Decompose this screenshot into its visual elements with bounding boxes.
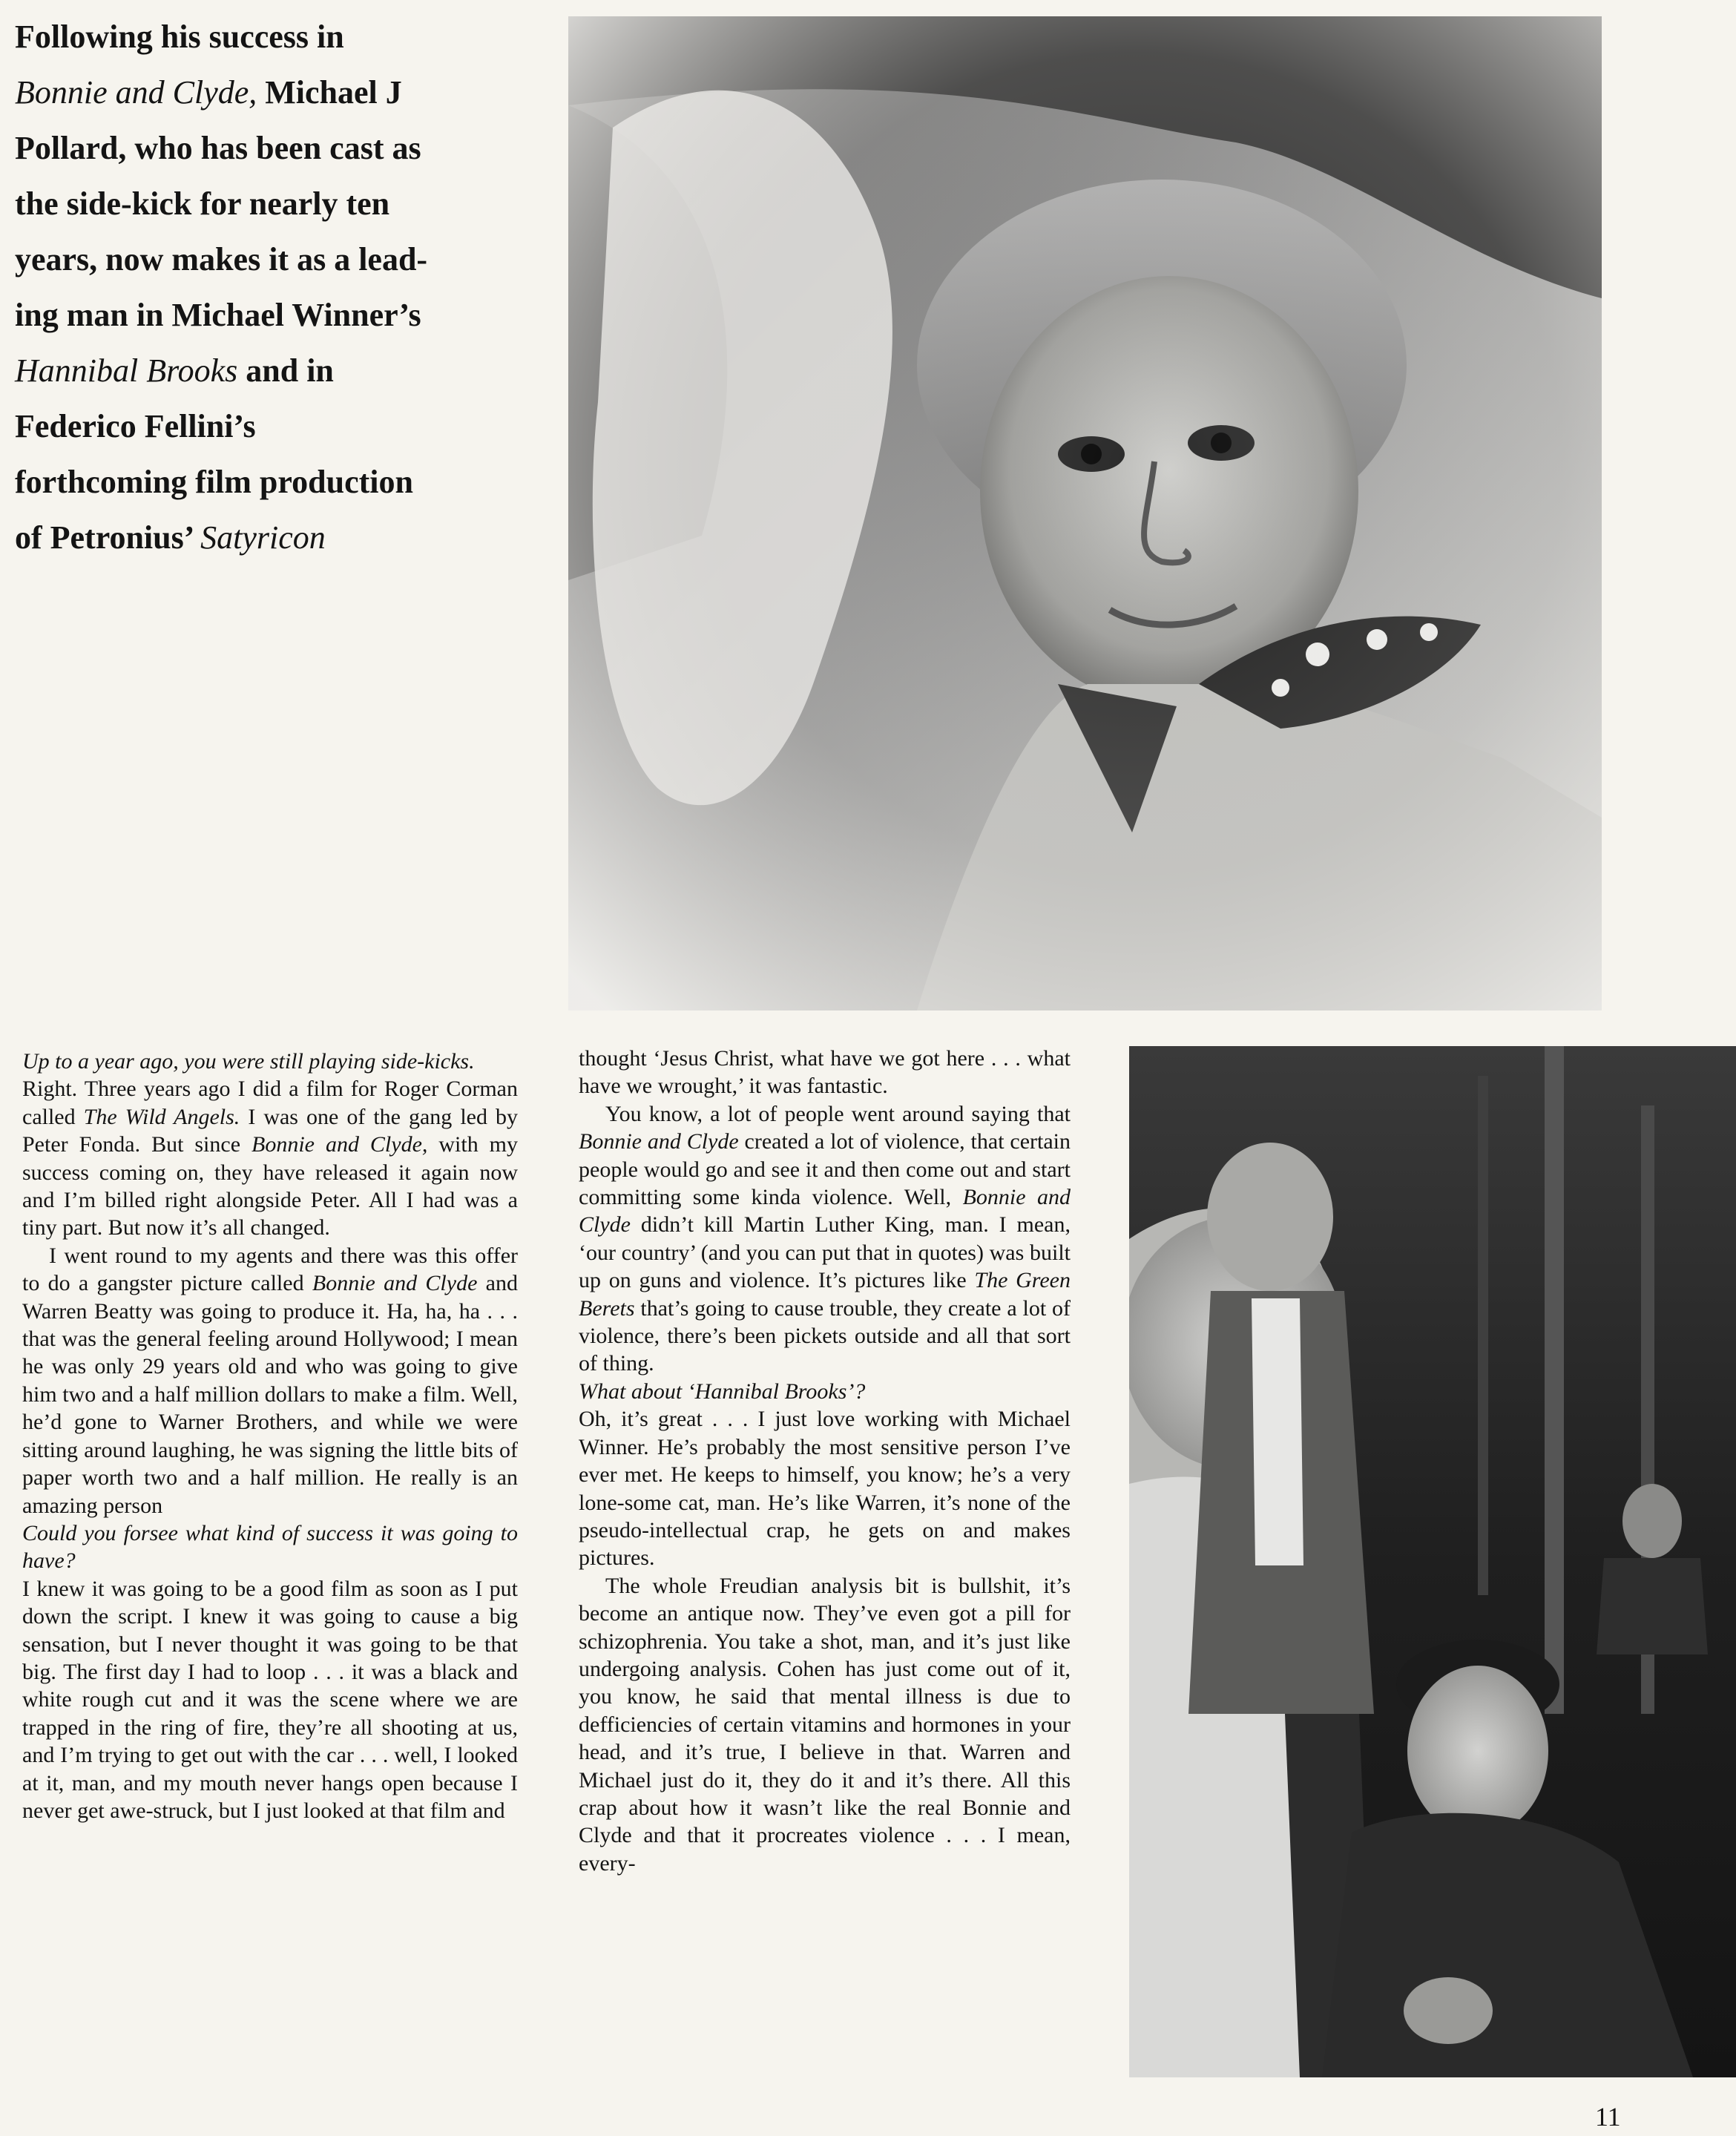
- standfirst-line: forthcoming film production: [15, 464, 413, 500]
- interview-answer: [579, 1100, 1071, 1378]
- interview-question: Up to a year ago, you were still playing side-kicks.: [22, 1049, 475, 1074]
- answer-text: I went round to my agents and there was this offer to do a gangster picture called: [22, 1243, 518, 1296]
- interview-answer: [22, 1242, 518, 1519]
- interview-answer: The whole Freudian analysis bit is bullshit, it’s become an antique now. They’ve even got a pill for schizophrenia. You take a shot, man, and it’s just like undergoing analysis. Cohen has just come out of it, you know, he said that mental illness is due to defficiencies of certain vitamins and hormones in your head, and it’s true, I believe in that. Warren and Michael just do it, they do it and it’s there. All this crap about how it wasn’t like the real Bonnie and Clyde and that it procreates violence . . . I mean, every-: [579, 1573, 1071, 1876]
- standfirst-line: ing man in Michael Winner’s: [15, 297, 421, 333]
- location-group-photo: [1129, 1046, 1736, 2077]
- standfirst-film-title: Bonnie and Clyde,: [15, 74, 257, 111]
- interview-question: What about ‘Hannibal Brooks’?: [579, 1378, 866, 1404]
- interview-answer: thought ‘Jesus Christ, what have we got here . . . what have we wrought,’ it was fantastic.: [579, 1046, 1071, 1099]
- standfirst-line: Pollard, who has been cast as: [15, 130, 421, 166]
- interview-answer: Oh, it’s great . . . I just love working with Michael Winner. He’s probably the most sensitive person I’ve ever met. He keeps to himself, you know; he’s a very lone-some cat, man. He’s like Warren, it’s none of the pseudo-intellectual crap, he gets on and makes pictures.: [579, 1407, 1071, 1571]
- standfirst-line: Following his success in: [15, 19, 344, 55]
- interview-answer: I knew it was going to be a good film as soon as I put down the script. I knew it was going to cause a big sensation, but I never thought it was going to be that big. The first day I had to loop . . . it was a black and white rough cut and it was the scene where we are trapped in the ring of fire, they’re all shooting at us, and I’m trying to get out with the car . . . well, I looked at it, man, and my mouth never hangs open because I never get awe-struck, but I just looked at that film and: [22, 1576, 518, 1823]
- film-title: The Wild Angels.: [83, 1104, 240, 1129]
- standfirst-line: years, now makes it as a lead-: [15, 241, 428, 277]
- location-group-photo-image: [1129, 1046, 1736, 2077]
- interview-answer: [22, 1075, 518, 1241]
- film-title: Bonnie and Clyde: [312, 1271, 478, 1296]
- answer-text: You know, a lot of people went around saying that: [605, 1101, 1071, 1126]
- answer-text: with my success coming on, they have released it again now and I’m billed right alongside Peter. All I had was a tiny part. But now it’s all changed.: [22, 1132, 518, 1240]
- portrait-photo: [568, 16, 1602, 1011]
- answer-text: and Warren Beatty was going to produce it. Ha, ha, ha . . . that was the general feeling around Hollywood; I mean he was only 29 years old and who was going to give him two and a half million dollars to make a film. Well, he’d gone to Warner Brothers, and while we were sitting around laughing, he was signing the little bits of paper worth two and a half million. He really is an amazing person: [22, 1271, 518, 1518]
- article-column-middle: [579, 1045, 1071, 1877]
- standfirst: [15, 9, 534, 565]
- page-number: 11: [1595, 2102, 1621, 2132]
- answer-text: didn’t kill Martin Luther King, man. I mean, ‘our country’ (and you can put that in quotes) was built up on guns and violence. It’s pictures like: [579, 1212, 1071, 1293]
- film-title: Bonnie and Clyde: [579, 1185, 1071, 1238]
- portrait-photo-image: [568, 16, 1602, 1011]
- standfirst-film-title: Hannibal Brooks: [15, 352, 238, 389]
- article-column-left: [22, 1048, 518, 1824]
- film-title: The Green Berets: [579, 1268, 1071, 1321]
- standfirst-line: and in: [237, 352, 334, 389]
- interview-question: Could you forsee what kind of success it was going to have?: [22, 1520, 518, 1574]
- film-title: Bonnie and Clyde: [579, 1129, 739, 1154]
- answer-text: created a lot of violence, that certain people would go and see it and then come out and start committing some kinda violence. Well,: [579, 1129, 1071, 1210]
- standfirst-line: the side-kick for nearly ten: [15, 185, 390, 222]
- answer-text: Right. Three years ago I did a film for Roger Corman called: [22, 1077, 518, 1129]
- answer-text: that’s going to cause trouble, they create a lot of violence, there’s been pickets outside and all that sort of thing.: [579, 1295, 1071, 1376]
- film-title: Bonnie and Clyde,: [251, 1132, 428, 1157]
- standfirst-line: Federico Fellini’s: [15, 408, 256, 444]
- standfirst-film-title: Satyricon: [200, 519, 326, 556]
- answer-text: I was one of the gang led by Peter Fonda. But since: [22, 1104, 518, 1157]
- standfirst-line: Michael J: [257, 74, 402, 111]
- standfirst-line: of Petronius’: [15, 519, 201, 556]
